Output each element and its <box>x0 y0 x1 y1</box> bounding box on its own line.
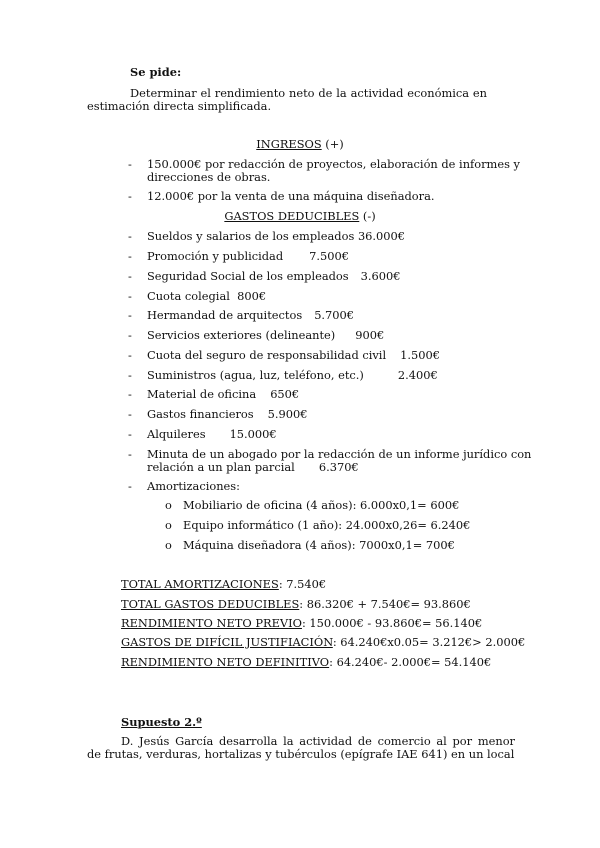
gasto-item <box>147 388 299 401</box>
total-line <box>121 598 471 611</box>
gasto-label: Gastos financieros <box>147 407 254 421</box>
gasto-value: 36.000€ <box>357 229 406 243</box>
gasto-value: 5.700€ <box>314 308 355 322</box>
amortizacion-item: Mobiliario de oficina (4 años): 6.000x0,1= 600€ <box>183 498 460 512</box>
se-pide-text-line1: Determinar el rendimiento neto de la actividad económica en <box>130 86 487 100</box>
total-line <box>121 578 326 591</box>
gasto-label: Cuota colegial <box>147 289 230 303</box>
gasto-value: 900€ <box>355 328 385 342</box>
amortizacion-item: Equipo informático (1 año): 24.000x0,26= 6.240€ <box>183 518 471 532</box>
gasto-label: Suministros (agua, luz, teléfono, etc.) <box>147 368 364 382</box>
dash-bullet: - <box>128 407 132 421</box>
dash-bullet: - <box>128 269 132 283</box>
gasto-minuta-line1: Minuta de un abogado por la redacción de un informe jurídico con <box>147 447 532 461</box>
total-value: : 7.540€ <box>278 577 327 591</box>
gasto-label: Seguridad Social de los empleados <box>147 269 349 283</box>
dash-bullet: - <box>128 249 132 263</box>
amortizaciones-label: Amortizaciones: <box>147 479 240 493</box>
gasto-item <box>147 428 277 441</box>
supuesto-heading: Supuesto 2.º <box>121 715 202 729</box>
dash-bullet: - <box>128 328 132 342</box>
se-pide-text-line2: estimación directa simplificada. <box>87 99 272 113</box>
dash-bullet: - <box>128 308 132 322</box>
gasto-value: 5.900€ <box>267 407 308 421</box>
gasto-label: Promoción y publicidad <box>147 249 284 263</box>
gasto-value: 6.370€ <box>318 460 359 474</box>
gasto-label: Servicios exteriores (delineante) <box>147 328 336 342</box>
total-value: : 86.320€ + 7.540€= 93.860€ <box>299 597 471 611</box>
gasto-label: Cuota del seguro de responsabilidad civil <box>147 348 387 362</box>
gastos-sign: (-) <box>359 209 376 223</box>
total-line <box>121 636 525 649</box>
gasto-value: 3.600€ <box>360 269 401 283</box>
gasto-value: 1.500€ <box>400 348 440 362</box>
dash-bullet: - <box>128 229 132 243</box>
total-line <box>121 656 491 669</box>
gasto-label: Hermandad de arquitectos <box>147 308 303 322</box>
gasto-value: 15.000€ <box>229 427 277 441</box>
gasto-label: Alquileres <box>147 427 206 441</box>
ingresos-title: INGRESOS <box>256 137 322 151</box>
gasto-item <box>147 230 405 243</box>
dash-bullet: - <box>128 157 132 171</box>
supuesto-text-line2: de frutas, verduras, hortalizas y tubérculos (epígrafe IAE 641) en un local <box>87 747 515 761</box>
gasto-minuta-line2 <box>147 461 359 474</box>
total-label: TOTAL AMORTIZACIONES <box>121 577 279 591</box>
gasto-value: 800€ <box>237 289 267 303</box>
ingresos-sign: (+) <box>321 137 344 151</box>
total-value: : 150.000€ - 93.860€= 56.140€ <box>301 616 483 630</box>
gasto-label: relación a un plan parcial <box>147 460 295 474</box>
ingreso-item-1-line1: 150.000€ por redacción de proyectos, elaboración de informes y <box>147 157 520 171</box>
gasto-item <box>147 349 440 362</box>
dash-bullet: - <box>128 368 132 382</box>
dash-bullet: - <box>128 427 132 441</box>
amortizacion-item: Máquina diseñadora (4 años): 7000x0,1= 700€ <box>183 538 455 552</box>
gasto-value: 2.400€ <box>397 368 438 382</box>
dash-bullet: - <box>128 479 132 493</box>
gasto-value: 650€ <box>270 387 300 401</box>
se-pide-heading: Se pide: <box>130 65 182 79</box>
circle-bullet: o <box>165 538 172 552</box>
ingreso-item-2: 12.000€ por la venta de una máquina diseñadora. <box>147 189 435 203</box>
total-value: : 64.240€- 2.000€= 54.140€ <box>329 655 492 669</box>
gasto-item <box>147 309 354 322</box>
total-value: : 64.240€x0.05= 3.212€> 2.000€ <box>332 635 526 649</box>
circle-bullet: o <box>165 518 172 532</box>
dash-bullet: - <box>128 348 132 362</box>
gastos-heading <box>0 210 600 223</box>
total-label: TOTAL GASTOS DEDUCIBLES <box>121 597 300 611</box>
circle-bullet: o <box>165 498 172 512</box>
dash-bullet: - <box>128 447 132 461</box>
gasto-value: 7.500€ <box>309 249 349 263</box>
ingresos-heading <box>0 138 600 151</box>
gasto-item <box>147 369 438 382</box>
dash-bullet: - <box>128 387 132 401</box>
supuesto-text-line1: D. Jesús García desarrolla la actividad de comercio al por menor <box>121 734 515 748</box>
gasto-item <box>147 250 349 263</box>
total-label: RENDIMIENTO NETO PREVIO <box>121 616 302 630</box>
total-line <box>121 617 482 630</box>
gasto-item <box>147 329 384 342</box>
total-label: RENDIMIENTO NETO DEFINITIVO <box>121 655 330 669</box>
gasto-item <box>147 290 266 303</box>
total-label: GASTOS DE DIFÍCIL JUSTIFIACIÓN <box>121 635 333 649</box>
gasto-item <box>147 408 307 421</box>
gastos-title: GASTOS DEDUCIBLES <box>224 209 360 223</box>
gasto-label: Sueldos y salarios de los empleados <box>147 229 355 243</box>
dash-bullet: - <box>128 189 132 203</box>
ingreso-item-1-line2: direcciones de obras. <box>147 170 271 184</box>
dash-bullet: - <box>128 289 132 303</box>
gasto-label: Material de oficina <box>147 387 257 401</box>
gasto-item <box>147 270 400 283</box>
